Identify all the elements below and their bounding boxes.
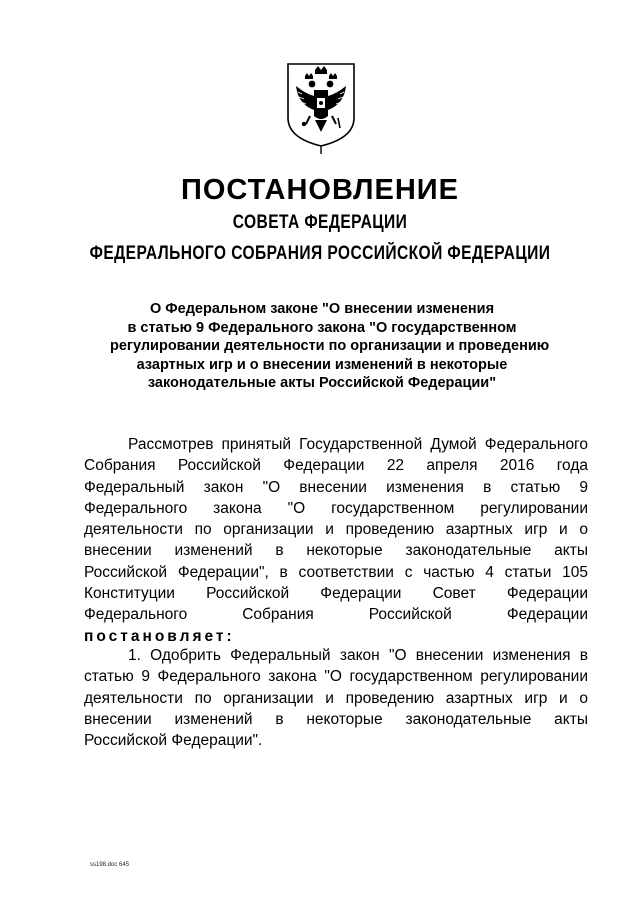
paragraph-line: Рассмотрев принятый Государственной Думой Федерального (128, 436, 588, 453)
paragraph-line: Собрания Российской Федерации 22 апреля 2016 года (84, 457, 588, 475)
subject-line: азартных игр и о внесении изменений в некоторые (136, 356, 508, 373)
paragraph-line: Российской Федерации", в соответствии с частью 4 статьи 105 (84, 563, 588, 581)
decree-word: постановляет: (84, 627, 235, 645)
paragraph-line: Конституции Российской Федерации Совет Федерации (84, 585, 588, 603)
paragraph-line: Российской Федерации". (84, 732, 263, 750)
paragraph-2 (84, 645, 588, 751)
paragraph-line: статью 9 Федерального закона "О государственном регулировании (84, 668, 588, 686)
paragraph-line: Федеральный закон "О внесении изменения в статью 9 (84, 478, 588, 496)
footer-file-code: ss198.doc 645 (90, 862, 130, 868)
document-subject (110, 300, 550, 393)
paragraph-line: деятельности по организации и проведению азартных игр и о (84, 521, 588, 539)
paragraph-line: 1. Одобрить Федеральный закон "О внесении изменения в (128, 647, 588, 664)
subject-line: О Федеральном законе "О внесении изменения (149, 301, 495, 317)
paragraph-line: Федерального закона "О государственном регулировании (84, 499, 588, 517)
document-title: ПОСТАНОВЛЕНИЕ (181, 174, 459, 206)
subject-line: в статью 9 Федерального закона "О государственном (127, 319, 517, 336)
paragraph-line: деятельности по организации и проведению азартных игр и о (84, 689, 588, 707)
paragraph-line: Федерального Собрания Российской Федерации (84, 606, 588, 624)
paragraph-line: внесении изменений в некоторые законодательные акты (84, 710, 588, 728)
paragraph-1 (84, 434, 588, 647)
coat-of-arms-icon (284, 60, 358, 156)
subject-line: законодательные акты Российской Федерации" (147, 375, 497, 391)
subject-line: регулировании деятельности по организации и проведению (110, 338, 550, 354)
document-subtitle-line-2: ФЕДЕРАЛЬНОГО СОБРАНИЯ РОССИЙСКОЙ ФЕДЕРАЦИИ (89, 243, 551, 264)
document-subtitle-line-1: СОВЕТА ФЕДЕРАЦИИ (232, 212, 408, 233)
paragraph-line: внесении изменений в некоторые законодательные акты (84, 542, 588, 560)
